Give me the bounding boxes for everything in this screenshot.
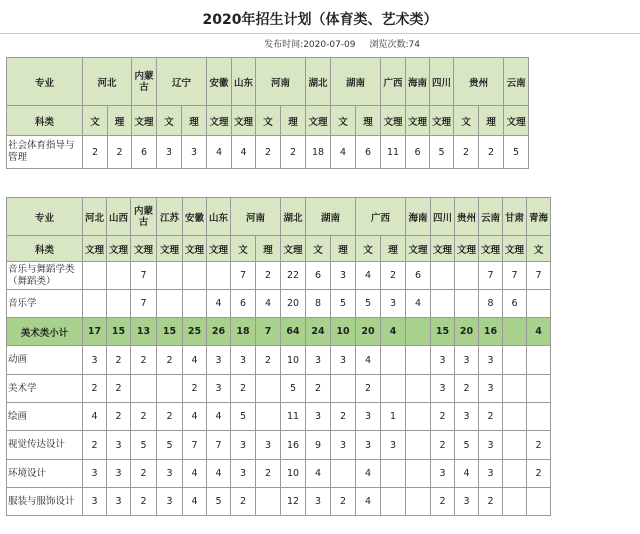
table-row: [7, 136, 529, 169]
subheader-category: 文: [356, 236, 381, 262]
quota-cell: 5: [331, 290, 356, 318]
quota-cell: 5: [131, 431, 157, 460]
quota-cell: 2: [131, 346, 157, 375]
quota-cell: 2: [108, 136, 132, 169]
sports-plan-table: [6, 57, 529, 169]
table-row: [7, 488, 551, 516]
quota-cell: 3: [107, 431, 131, 460]
quota-cell: 1: [381, 403, 406, 431]
quota-cell: 20: [281, 290, 306, 318]
quota-cell: 2: [356, 375, 381, 403]
quota-cell: 10: [331, 318, 356, 346]
quota-cell: 20: [356, 318, 381, 346]
quota-cell: 3: [455, 488, 479, 516]
subheader-category-label: 科类: [7, 236, 83, 262]
table-row: [7, 318, 551, 346]
quota-cell: 2: [381, 262, 406, 290]
quota-cell: 3: [356, 431, 381, 460]
quota-cell: 15: [431, 318, 455, 346]
subheader-category: 文理: [183, 236, 207, 262]
quota-cell: 7: [231, 262, 256, 290]
subheader-category: 文理: [430, 106, 454, 136]
subheader-category: 文理: [107, 236, 131, 262]
major-name-cell: 视觉传达设计: [7, 431, 83, 460]
quota-cell: 3: [157, 460, 183, 488]
quota-cell: 11: [381, 136, 406, 169]
quota-cell: 4: [356, 460, 381, 488]
quota-cell: 3: [381, 290, 406, 318]
quota-cell: 2: [479, 136, 504, 169]
quota-cell: 3: [207, 375, 231, 403]
header-province: 内蒙古: [131, 198, 157, 236]
quota-cell: [503, 431, 527, 460]
quota-cell: 2: [131, 488, 157, 516]
subheader-category: 理: [281, 106, 306, 136]
quota-cell: [406, 431, 431, 460]
subheader-category: 文理: [281, 236, 306, 262]
header-province: 四川: [430, 58, 454, 106]
quota-cell: [107, 290, 131, 318]
quota-cell: [406, 375, 431, 403]
header-province: 河北: [83, 198, 107, 236]
header-major: 专业: [7, 198, 83, 236]
header-province: 湖北: [281, 198, 306, 236]
quota-cell: 3: [157, 136, 182, 169]
header-major: 专业: [7, 58, 83, 106]
quota-cell: 6: [406, 262, 431, 290]
quota-cell: 12: [281, 488, 306, 516]
subheader-category: 文: [527, 236, 551, 262]
quota-cell: 2: [431, 431, 455, 460]
quota-cell: 2: [107, 403, 131, 431]
quota-cell: 2: [131, 460, 157, 488]
quota-cell: [455, 262, 479, 290]
quota-cell: [406, 488, 431, 516]
quota-cell: 6: [132, 136, 157, 169]
quota-cell: 2: [157, 346, 183, 375]
quota-cell: 3: [331, 431, 356, 460]
quota-cell: 7: [503, 262, 527, 290]
quota-cell: [527, 375, 551, 403]
quota-cell: [503, 375, 527, 403]
quota-cell: 4: [406, 290, 431, 318]
quota-cell: 3: [306, 346, 331, 375]
quota-cell: 2: [256, 262, 281, 290]
table-row: [7, 375, 551, 403]
quota-cell: 3: [157, 488, 183, 516]
quota-cell: 3: [455, 346, 479, 375]
quota-cell: [527, 290, 551, 318]
quota-cell: [503, 318, 527, 346]
quota-cell: 2: [331, 403, 356, 431]
header-province: 湖南: [331, 58, 381, 106]
quota-cell: 2: [83, 136, 108, 169]
subheader-category: 理: [108, 106, 132, 136]
header-province: 广西: [381, 58, 406, 106]
subheader-category: 文理: [306, 106, 331, 136]
major-name-cell: 音乐学: [7, 290, 83, 318]
subheader-category: 文理: [431, 236, 455, 262]
subheader-category: 文理: [503, 236, 527, 262]
subheader-category: 文理: [232, 106, 256, 136]
quota-cell: [406, 460, 431, 488]
quota-cell: 4: [356, 346, 381, 375]
quota-cell: 4: [306, 460, 331, 488]
quota-cell: 4: [356, 262, 381, 290]
header-province: 山东: [207, 198, 231, 236]
quota-cell: [381, 346, 406, 375]
subheader-category: 文理: [157, 236, 183, 262]
quota-cell: [381, 488, 406, 516]
quota-cell: [527, 346, 551, 375]
quota-cell: 3: [207, 346, 231, 375]
quota-cell: [431, 262, 455, 290]
quota-cell: 9: [306, 431, 331, 460]
header-province: 云南: [479, 198, 503, 236]
subheader-category: 文: [83, 106, 108, 136]
quota-cell: 8: [479, 290, 503, 318]
header-province: 湖北: [306, 58, 331, 106]
quota-cell: 3: [231, 431, 256, 460]
subheader-category: 文: [256, 106, 281, 136]
header-province: 四川: [431, 198, 455, 236]
quota-cell: 4: [83, 403, 107, 431]
quota-cell: 7: [207, 431, 231, 460]
quota-cell: [431, 290, 455, 318]
quota-cell: 7: [131, 262, 157, 290]
quota-cell: 2: [231, 375, 256, 403]
quota-cell: 2: [454, 136, 479, 169]
publish-meta: [264, 37, 420, 50]
subheader-category: 文理: [131, 236, 157, 262]
quota-cell: 3: [479, 460, 503, 488]
quota-cell: 6: [231, 290, 256, 318]
quota-cell: [381, 460, 406, 488]
quota-cell: 5: [207, 488, 231, 516]
quota-cell: 3: [356, 403, 381, 431]
quota-cell: 7: [131, 290, 157, 318]
quota-cell: 3: [331, 346, 356, 375]
quota-cell: 2: [256, 460, 281, 488]
quota-cell: 64: [281, 318, 306, 346]
header-province: 甘肃: [503, 198, 527, 236]
quota-cell: 3: [306, 403, 331, 431]
quota-cell: 3: [107, 460, 131, 488]
quota-cell: 2: [331, 488, 356, 516]
quota-cell: 2: [183, 375, 207, 403]
header-province: 内蒙古: [132, 58, 157, 106]
quota-cell: 4: [207, 136, 232, 169]
header-province: 青海: [527, 198, 551, 236]
major-name-cell: 动画: [7, 346, 83, 375]
table-row: [7, 460, 551, 488]
subheader-category: 理: [356, 106, 381, 136]
quota-cell: [107, 262, 131, 290]
header-province: 安徽: [207, 58, 232, 106]
quota-cell: 3: [231, 346, 256, 375]
quota-cell: 4: [183, 403, 207, 431]
quota-cell: 4: [207, 403, 231, 431]
quota-cell: 15: [107, 318, 131, 346]
subheader-category: 文: [454, 106, 479, 136]
subheader-category: 文理: [83, 236, 107, 262]
quota-cell: 25: [183, 318, 207, 346]
quota-cell: 5: [281, 375, 306, 403]
quota-cell: [503, 460, 527, 488]
quota-cell: 4: [207, 460, 231, 488]
quota-cell: 7: [183, 431, 207, 460]
header-province: 山东: [232, 58, 256, 106]
quota-cell: 3: [479, 375, 503, 403]
quota-cell: [157, 262, 183, 290]
quota-cell: 2: [83, 375, 107, 403]
quota-cell: 5: [504, 136, 529, 169]
quota-cell: 3: [107, 488, 131, 516]
quota-cell: 5: [430, 136, 454, 169]
quota-cell: 2: [256, 136, 281, 169]
quota-cell: [527, 403, 551, 431]
quota-cell: 15: [157, 318, 183, 346]
quota-cell: 2: [431, 403, 455, 431]
quota-cell: 20: [455, 318, 479, 346]
subheader-category: 文理: [479, 236, 503, 262]
quota-cell: 4: [455, 460, 479, 488]
quota-cell: [83, 262, 107, 290]
major-name-cell: 美术类小计: [7, 318, 83, 346]
quota-cell: 16: [479, 318, 503, 346]
quota-cell: [157, 290, 183, 318]
major-name-cell: 音乐与舞蹈学类（舞蹈类）: [7, 262, 83, 290]
quota-cell: 3: [182, 136, 207, 169]
quota-cell: [256, 488, 281, 516]
quota-cell: [83, 290, 107, 318]
quota-cell: 10: [281, 460, 306, 488]
view-count: 浏览次数:74: [369, 40, 420, 50]
quota-cell: [381, 375, 406, 403]
quota-cell: 2: [527, 460, 551, 488]
major-name-cell: 美术学: [7, 375, 83, 403]
quota-cell: 2: [83, 431, 107, 460]
quota-cell: 3: [455, 403, 479, 431]
quota-cell: 4: [256, 290, 281, 318]
header-province: 广西: [356, 198, 406, 236]
quota-cell: 3: [479, 431, 503, 460]
quota-cell: 7: [479, 262, 503, 290]
header-province: 江苏: [157, 198, 183, 236]
quota-cell: 2: [306, 375, 331, 403]
header-province: 辽宁: [157, 58, 207, 106]
quota-cell: 4: [331, 136, 356, 169]
header-province: 云南: [504, 58, 529, 106]
quota-cell: 2: [256, 346, 281, 375]
quota-cell: [331, 460, 356, 488]
subheader-category-label: 科类: [7, 106, 83, 136]
subheader-category: 文理: [207, 236, 231, 262]
quota-cell: 6: [356, 136, 381, 169]
quota-cell: 4: [183, 488, 207, 516]
quota-cell: 3: [306, 488, 331, 516]
quota-cell: 24: [306, 318, 331, 346]
page-title: 2020年招生计划（体育类、艺术类）: [202, 12, 438, 28]
major-name-cell: 绘画: [7, 403, 83, 431]
subheader-category: 文理: [406, 106, 430, 136]
quota-cell: 18: [306, 136, 331, 169]
quota-cell: 5: [231, 403, 256, 431]
quota-cell: 4: [183, 346, 207, 375]
header-province: 海南: [406, 198, 431, 236]
subheader-category: 文: [157, 106, 182, 136]
quota-cell: 4: [207, 290, 231, 318]
subheader-category: 文理: [406, 236, 431, 262]
header-province: 河南: [256, 58, 306, 106]
quota-cell: [207, 262, 231, 290]
quota-cell: [331, 375, 356, 403]
quota-cell: 2: [107, 375, 131, 403]
subheader-category: 文理: [381, 106, 406, 136]
header-province: 安徽: [183, 198, 207, 236]
subheader-category: 文理: [132, 106, 157, 136]
subheader-category: 理: [182, 106, 207, 136]
quota-cell: 26: [207, 318, 231, 346]
arts-plan-table: [6, 197, 551, 516]
quota-cell: 6: [306, 262, 331, 290]
quota-cell: 7: [256, 318, 281, 346]
table-row: [7, 346, 551, 375]
quota-cell: [503, 346, 527, 375]
quota-cell: 2: [157, 403, 183, 431]
quota-cell: 4: [232, 136, 256, 169]
header-province: 山西: [107, 198, 131, 236]
quota-cell: 3: [83, 460, 107, 488]
quota-cell: [183, 262, 207, 290]
header-province: 河南: [231, 198, 281, 236]
table-row: [7, 290, 551, 318]
quota-cell: 7: [527, 262, 551, 290]
major-name-cell: 服装与服饰设计: [7, 488, 83, 516]
quota-cell: 3: [431, 460, 455, 488]
quota-cell: 5: [455, 431, 479, 460]
major-name-cell: 社会体育指导与管理: [7, 136, 83, 169]
quota-cell: 3: [431, 375, 455, 403]
quota-cell: [256, 403, 281, 431]
table-row: [7, 262, 551, 290]
quota-cell: 3: [256, 431, 281, 460]
quota-cell: 3: [83, 346, 107, 375]
table-row: [7, 403, 551, 431]
subheader-category: 文: [306, 236, 331, 262]
subheader-category: 文: [231, 236, 256, 262]
header-province: 河北: [83, 58, 132, 106]
quota-cell: [131, 375, 157, 403]
quota-cell: 16: [281, 431, 306, 460]
major-name-cell: 环境设计: [7, 460, 83, 488]
table-row: [7, 431, 551, 460]
quota-cell: 2: [431, 488, 455, 516]
subheader-category: 文理: [455, 236, 479, 262]
subheader-category: 理: [331, 236, 356, 262]
subheader-category: 理: [479, 106, 504, 136]
subheader-category: 文理: [504, 106, 529, 136]
quota-cell: 6: [406, 136, 430, 169]
quota-cell: 8: [306, 290, 331, 318]
quota-cell: [406, 346, 431, 375]
quota-cell: 22: [281, 262, 306, 290]
subheader-category: 文: [331, 106, 356, 136]
quota-cell: 11: [281, 403, 306, 431]
quota-cell: 13: [131, 318, 157, 346]
header-province: 海南: [406, 58, 430, 106]
quota-cell: [183, 290, 207, 318]
subheader-category: 理: [256, 236, 281, 262]
quota-cell: 2: [231, 488, 256, 516]
quota-cell: 3: [479, 346, 503, 375]
quota-cell: 4: [356, 488, 381, 516]
quota-cell: [406, 403, 431, 431]
quota-cell: 2: [281, 136, 306, 169]
quota-cell: 2: [455, 375, 479, 403]
quota-cell: 6: [503, 290, 527, 318]
header-province: 贵州: [454, 58, 504, 106]
quota-cell: 3: [231, 460, 256, 488]
header-province: 贵州: [455, 198, 479, 236]
quota-cell: 5: [157, 431, 183, 460]
quota-cell: [406, 318, 431, 346]
quota-cell: [503, 403, 527, 431]
title-divider: [0, 33, 640, 34]
quota-cell: 2: [107, 346, 131, 375]
quota-cell: 4: [527, 318, 551, 346]
quota-cell: 5: [356, 290, 381, 318]
quota-cell: 2: [479, 488, 503, 516]
quota-cell: 4: [381, 318, 406, 346]
quota-cell: 3: [431, 346, 455, 375]
quota-cell: [527, 488, 551, 516]
quota-cell: [256, 375, 281, 403]
subheader-category: 文理: [207, 106, 232, 136]
quota-cell: 3: [83, 488, 107, 516]
publish-date: 发布时间:2020-07-09: [264, 40, 356, 50]
quota-cell: [503, 488, 527, 516]
quota-cell: 2: [479, 403, 503, 431]
quota-cell: 18: [231, 318, 256, 346]
quota-cell: [157, 375, 183, 403]
quota-cell: 2: [527, 431, 551, 460]
header-province: 湖南: [306, 198, 356, 236]
quota-cell: 2: [131, 403, 157, 431]
quota-cell: 3: [381, 431, 406, 460]
quota-cell: 4: [183, 460, 207, 488]
quota-cell: 17: [83, 318, 107, 346]
quota-cell: 10: [281, 346, 306, 375]
quota-cell: [455, 290, 479, 318]
subheader-category: 理: [381, 236, 406, 262]
quota-cell: 3: [331, 262, 356, 290]
